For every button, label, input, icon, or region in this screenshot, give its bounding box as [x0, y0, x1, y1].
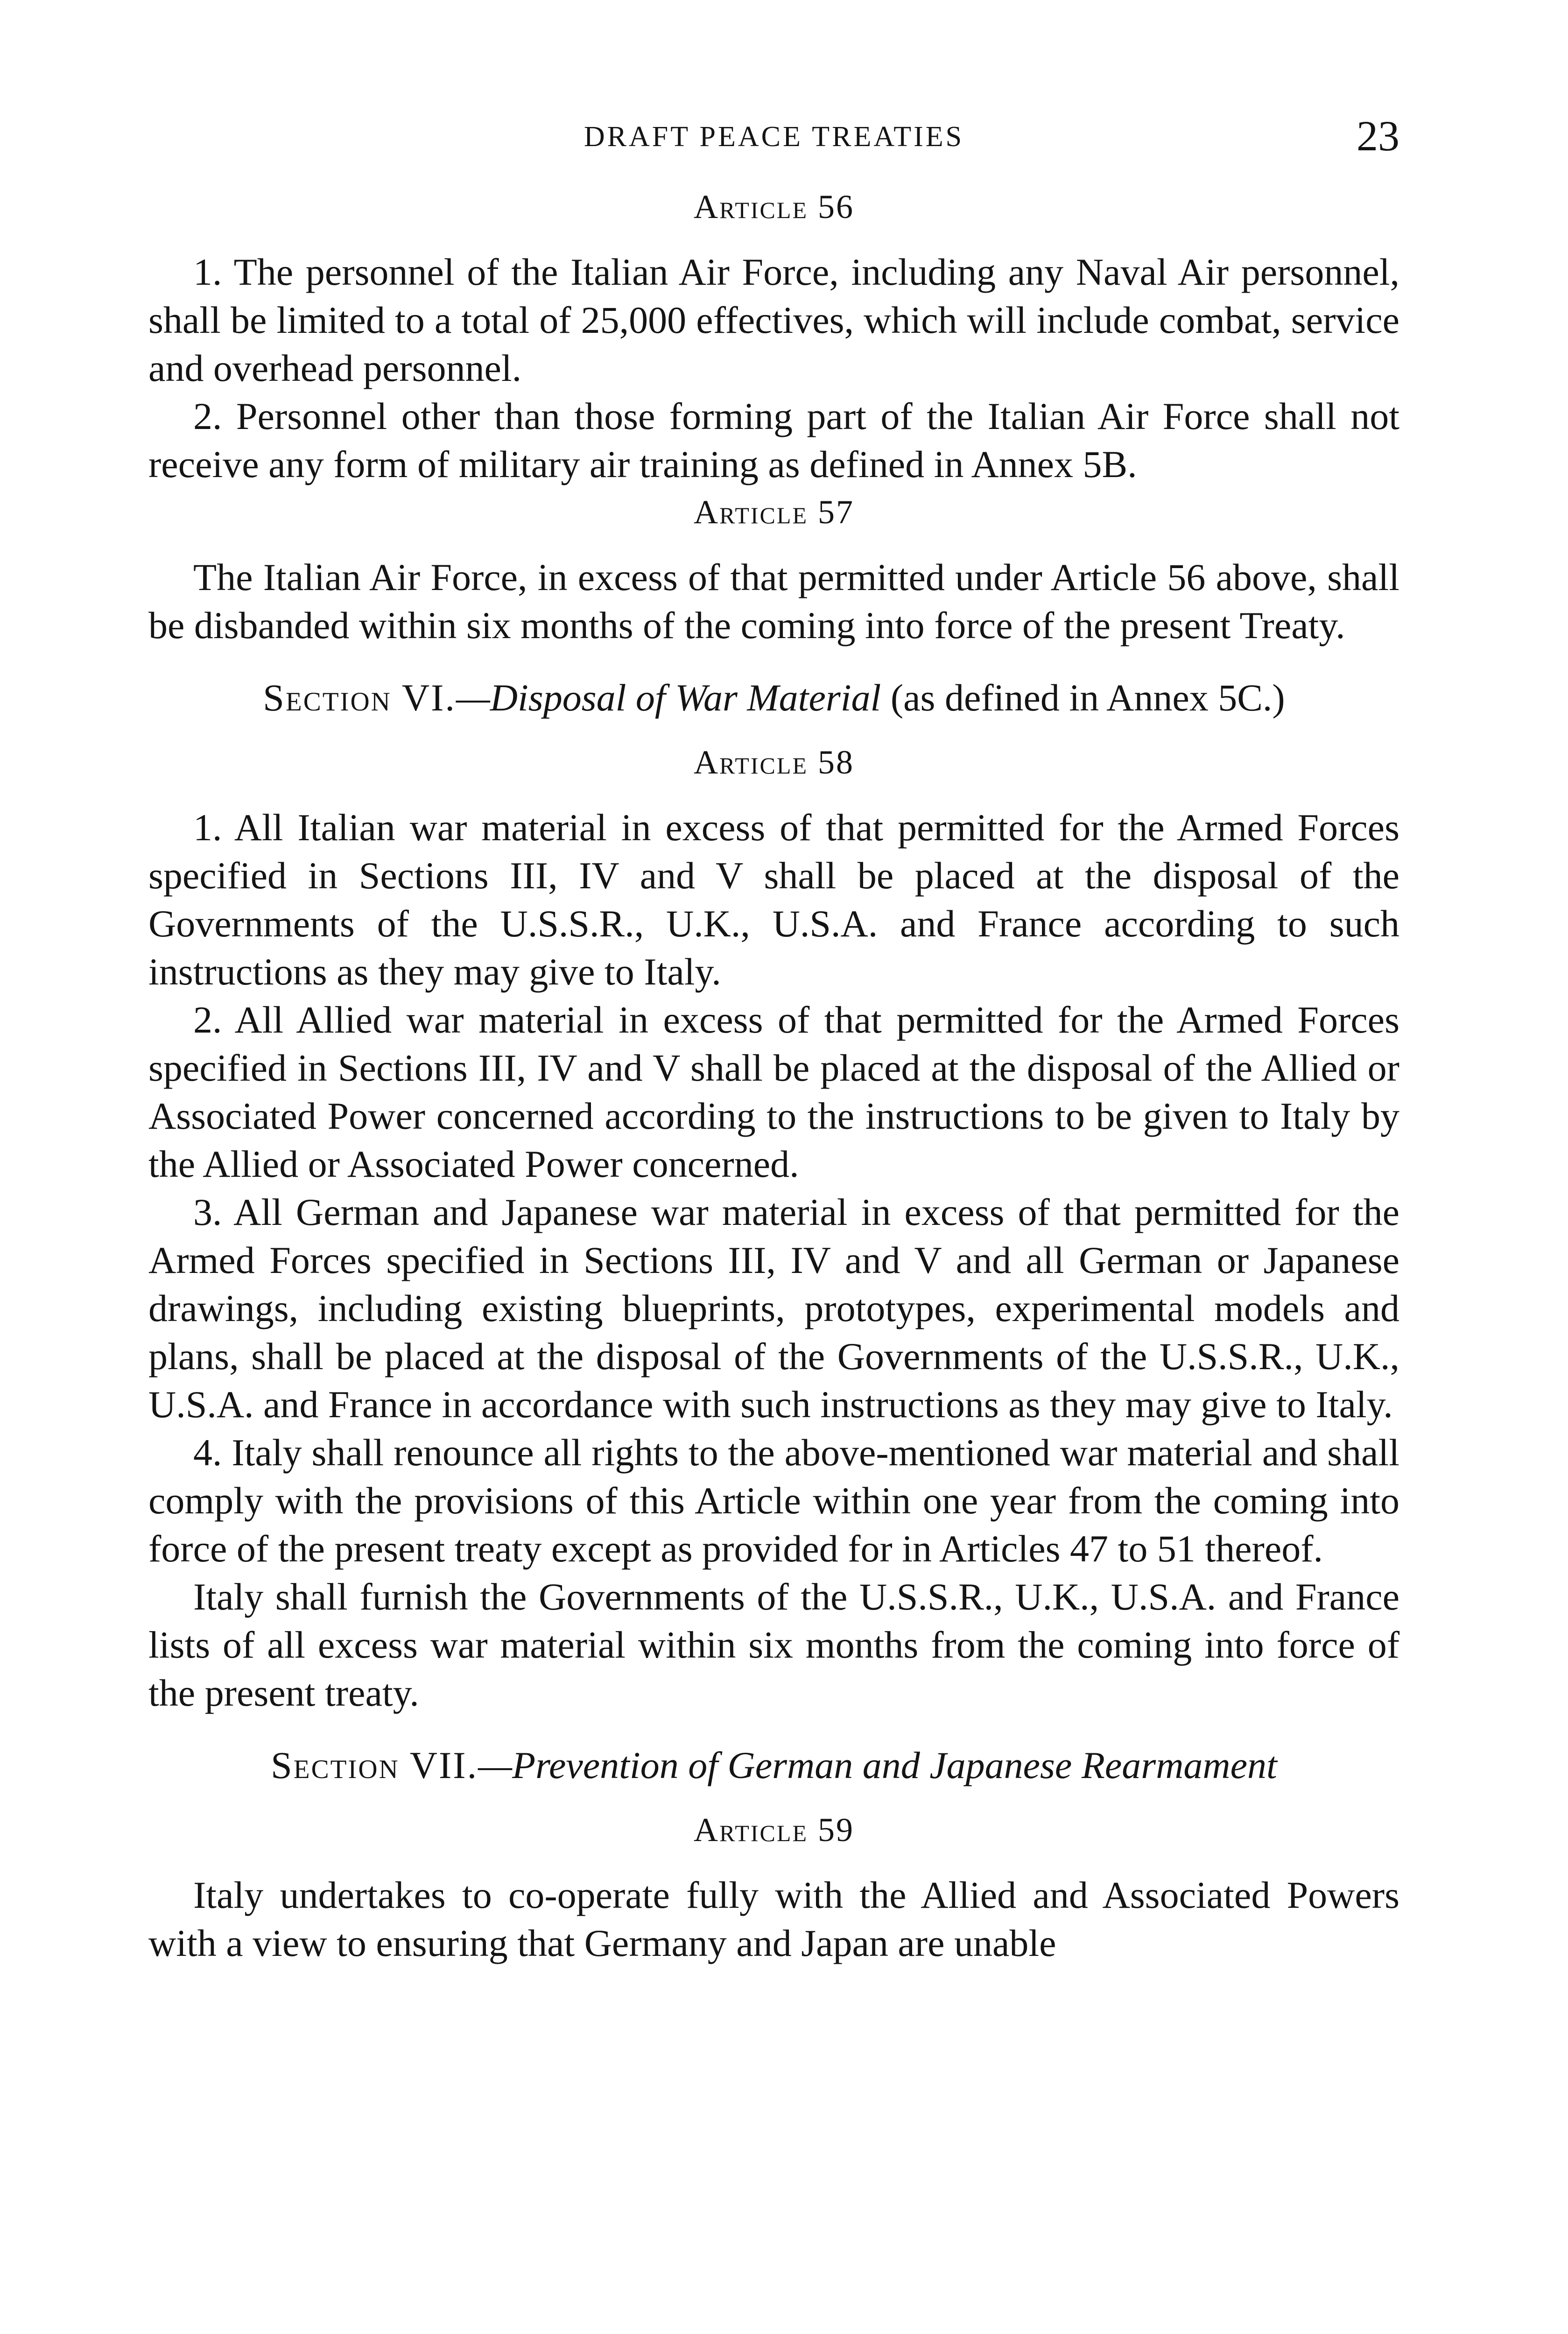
article-58-paragraph-5: Italy shall furnish the Governments of the U.S.S.R., U.K., U.S.A. and France lists of all excess war material within six months from the coming into force of the present treaty.: [148, 1575, 1399, 1714]
section-7-title: —Prevention of German and Japanese Rearmament: [478, 1744, 1277, 1786]
article-56-paragraph-2: 2. Personnel other than those forming part of the Italian Air Force shall not receive any form of military air training as defined in Annex 5B.: [148, 395, 1399, 485]
article-58-heading: Article 58: [694, 744, 854, 781]
page-number: 23: [1357, 112, 1399, 160]
article-58-paragraph-3: 3. All German and Japanese war material in excess of that permitted for the Armed Forces specified in Sections III, IV and V and all German or Japanese drawings, including existing blueprints, prototypes, experimental models and plans, shall be placed at the disposal of the Governments of the U.S.S.R., U.K., U.S.A. and France in accordance with such instructions as they may give to Italy.: [148, 1191, 1399, 1426]
section-6-heading: [148, 674, 1399, 722]
article-58-paragraph-4: 4. Italy shall renounce all rights to the above-mentioned war material and shall comply with the provisions of this Article within one year from the coming into force of the present treaty except as provided for in Articles 47 to 51 thereof.: [148, 1431, 1399, 1570]
running-title: DRAFT PEACE TREATIES: [584, 121, 964, 153]
section-6-label: Section VI.: [263, 676, 456, 719]
article-58-paragraph-2: 2. All Allied war material in excess of that permitted for the Armed Forces specified in Sections III, IV and V shall be placed at the disposal of the Allied or Associated Power concerned according to the instructions to be given to Italy by the Allied or Associated Power concerned.: [148, 998, 1399, 1185]
section-6-title: —Disposal of War Material: [456, 676, 881, 719]
article-59-heading: Article 59: [694, 1811, 854, 1849]
article-57-paragraph-1: The Italian Air Force, in excess of that permitted under Article 56 above, shall be disbanded within six months of the coming into force of the present Treaty.: [148, 556, 1399, 647]
article-56-heading: Article 56: [694, 188, 854, 225]
article-57-heading: Article 57: [694, 493, 854, 531]
article-56-paragraph-1: 1. The personnel of the Italian Air Force, including any Naval Air personnel, shall be limited to a total of 25,000 effectives, which will include combat, service and overhead personnel.: [148, 251, 1399, 389]
article-58-paragraph-1: 1. All Italian war material in excess of that permitted for the Armed Forces specified in Sections III, IV and V shall be placed at the disposal of the Governments of the U.S.S.R., U.K., U.S.A. and France according to such instructions as they may give to Italy.: [148, 806, 1399, 993]
section-7-label: Section VII.: [271, 1744, 478, 1786]
page-body: [148, 183, 1399, 1967]
section-6-note: (as defined in Annex 5C.): [881, 676, 1285, 719]
article-59-paragraph-1: Italy undertakes to co-operate fully with the Allied and Associated Powers with a view to ensuring that Germany and Japan are unable: [148, 1874, 1399, 1964]
section-7-heading: [148, 1741, 1399, 1789]
running-header: [148, 111, 1399, 162]
